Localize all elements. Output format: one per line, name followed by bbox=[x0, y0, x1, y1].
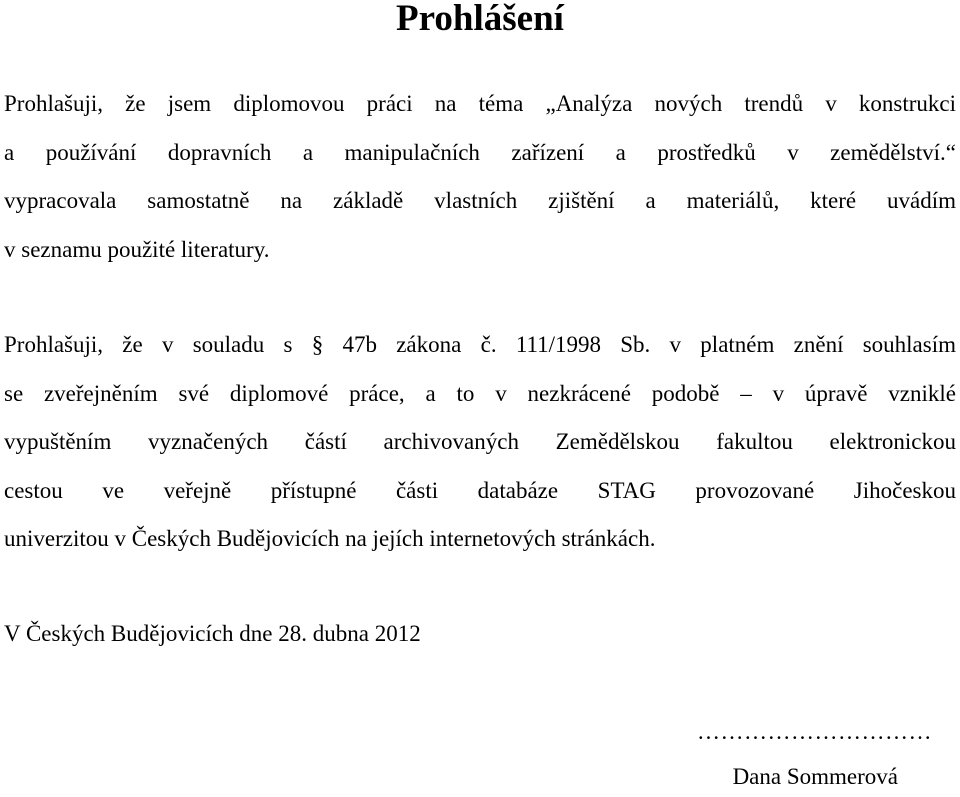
paragraph-line: vypuštěním vyznačených částí archivovaných Zemědělskou fakultou elektronickou bbox=[4, 429, 956, 454]
paragraph-line: Prohlašuji, že jsem diplomovou práci na téma „Analýza nových trendů v konstrukci bbox=[4, 91, 956, 116]
page-title: Prohlášení bbox=[396, 0, 564, 39]
signature-name: Dana Sommerová bbox=[732, 764, 898, 789]
paragraph-line: a používání dopravních a manipulačních zařízení a prostředků v zemědělství.“ bbox=[4, 139, 956, 165]
paragraph-line: univerzitou v Českých Budějovicích na jejích internetových stránkách. bbox=[4, 526, 656, 551]
paragraph-line: Prohlašuji, že v souladu s § 47b zákona č. 111/1998 Sb. v platném znění souhlasím bbox=[4, 332, 956, 357]
place-and-date: V Českých Budějovicích dne 28. dubna 2012 bbox=[4, 621, 421, 646]
declaration-paragraph-authorship bbox=[4, 80, 956, 274]
declaration-paragraph-publication-consent bbox=[4, 321, 956, 564]
paragraph-line: cestou ve veřejně přístupné části databáze STAG provozované Jihočeskou bbox=[4, 477, 956, 503]
paragraph-line: vypracovala samostatně na základě vlastních zjištění a materiálů, které uvádím bbox=[4, 188, 956, 213]
paragraph-line: v seznamu použité literatury. bbox=[4, 236, 270, 262]
signature-dotted-line: ………………………… bbox=[697, 719, 932, 744]
paragraph-line: se zveřejněním své diplomové práce, a to v nezkrácené podobě – v úpravě vzniklé bbox=[4, 380, 956, 406]
